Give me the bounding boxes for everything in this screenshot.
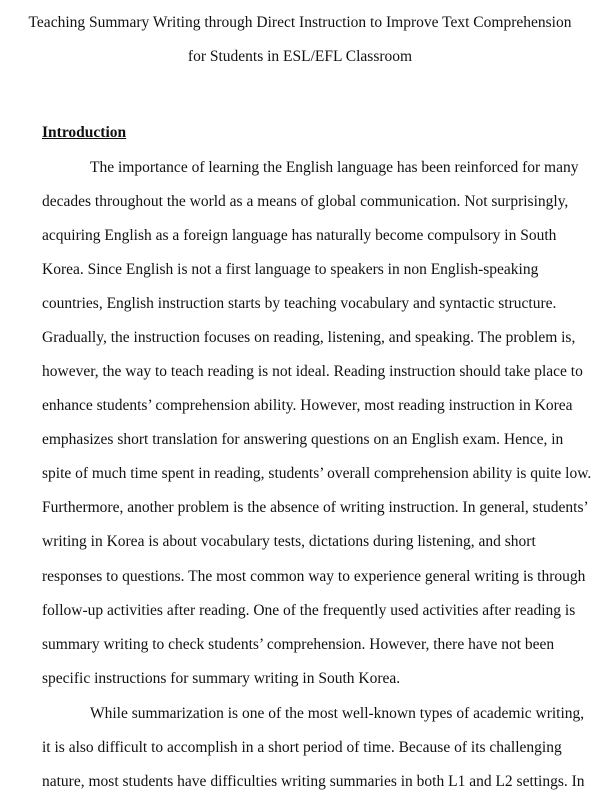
body-line-4: Korea. Since English is not a first language to speakers in non English-speaking [42, 261, 539, 278]
document-title-line-1: Teaching Summary Writing through Direct Instruction to Improve Text Comprehension [28, 14, 572, 31]
body-line-17: While summarization is one of the most well-known types of academic writing, [90, 705, 585, 722]
body-line-10: spite of much time spent in reading, students’ overall comprehension ability is quite low. [42, 465, 592, 482]
body-line-18: it is also difficult to accomplish in a short period of time. Because of its challenging [42, 739, 562, 756]
section-heading: Introduction [42, 124, 127, 141]
document-title-line-2: for Students in ESL/EFL Classroom [187, 48, 413, 65]
body-line-6: Gradually, the instruction focuses on reading, listening, and speaking. The problem is, [42, 329, 576, 346]
body-line-1: The importance of learning the English language has been reinforced for many [90, 159, 579, 176]
body-line-12: writing in Korea is about vocabulary tests, dictations during listening, and short [42, 533, 536, 550]
body-line-3: acquiring English as a foreign language has naturally become compulsory in South [42, 227, 557, 244]
body-line-13: responses to questions. The most common way to experience general writing is through [42, 568, 586, 585]
body-line-2: decades throughout the world as a means of global communication. Not surprisingly, [42, 193, 569, 210]
body-line-8: enhance students’ comprehension ability. However, most reading instruction in Korea [42, 397, 573, 414]
body-line-11: Furthermore, another problem is the absence of writing instruction. In general, students’ [42, 499, 589, 516]
body-line-19: nature, most students have difficulties writing summaries in both L1 and L2 settings. In [42, 773, 585, 790]
body-line-9: emphasizes short translation for answering questions on an English exam. Hence, in [42, 431, 564, 448]
body-line-7: however, the way to teach reading is not ideal. Reading instruction should take place to [42, 363, 583, 380]
body-line-15: summary writing to check students’ comprehension. However, there have not been [42, 636, 555, 653]
body-line-14: follow-up activities after reading. One of the frequently used activities after reading is [42, 602, 576, 619]
body-line-16: specific instructions for summary writing in South Korea. [42, 670, 401, 687]
body-line-5: countries, English instruction starts by teaching vocabulary and syntactic structure. [42, 295, 557, 312]
